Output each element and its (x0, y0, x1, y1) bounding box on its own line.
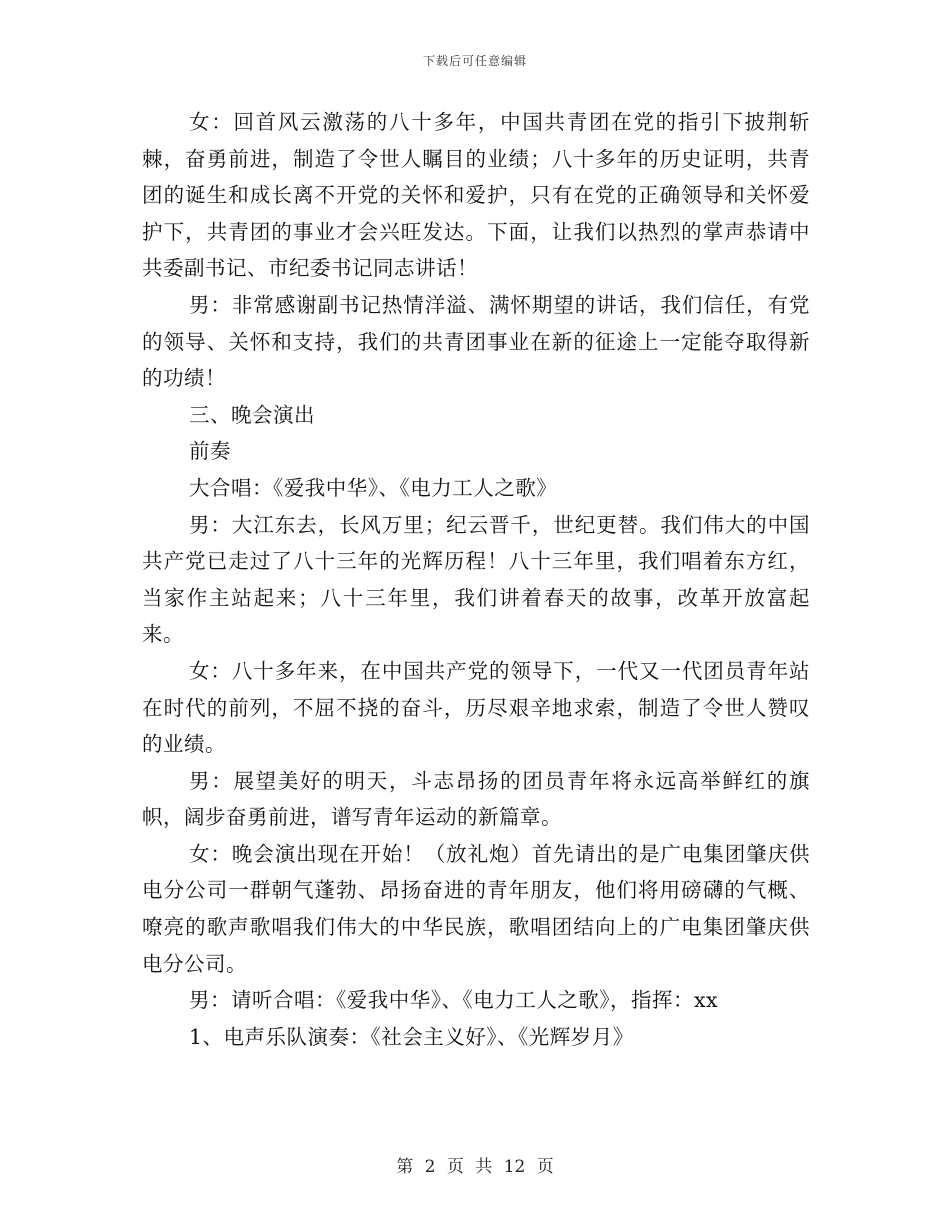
paragraph-10: 男：请听合唱：《爱我中华》、《电力工人之歌》，指挥：xx (189, 988, 719, 1013)
paragraph-6: 男：大江东去，长风万里；纪云晋千，世纪更替。我们伟大的中国共产党已走过了八十三年的光辉历程！八十三年里，我们唱着东方红，当家作主站起来；八十三年里，我们讲着春天的故事，改革开放富起来。 (142, 512, 810, 647)
document-body (142, 104, 810, 1055)
paragraph-1: 女：回首风云激荡的八十多年，中国共青团在党的指引下披荆斩棘，奋勇前进，制造了令世人瞩目的业绩；八十多年的历史证明，共青团的诞生和成长离不开党的关怀和爱护，只有在党的正确领导和关怀爱护下，共青团的事业才会兴旺发达。下面，让我们以热烈的掌声恭请中共委副书记、市纪委书记同志讲话！ (142, 110, 810, 281)
paragraph-8: 男：展望美好的明天，斗志昂扬的团员青年将永远高举鲜红的旗帜，阔步奋勇前进，谱写青年运动的新篇章。 (142, 768, 810, 830)
section-heading: 三、晚会演出 (189, 402, 315, 427)
prelude-label: 前奏 (189, 439, 231, 464)
program-item-1: 1、电声乐队演奏：《社会主义好》、《光辉岁月》 (189, 1024, 634, 1049)
paragraph-7: 女：八十多年来，在中国共产党的领导下，一代又一代团员青年站在时代的前列，不屈不挠的奋斗，历尽艰辛地求索，制造了令世人赞叹的业绩。 (142, 658, 810, 757)
paragraph-2: 男：非常感谢副书记热情洋溢、满怀期望的讲话，我们信任，有党的领导、关怀和支持，我们的共青团事业在新的征途上一定能夺取得新的功绩！ (142, 292, 810, 391)
page-number: 第 2 页 共 12 页 (396, 1157, 554, 1177)
page-header: 下载后可任意编辑 (422, 54, 527, 68)
chorus-program-item: 大合唱：《爱我中华》、《电力工人之歌》 (189, 475, 558, 500)
paragraph-9: 女：晚会演出现在开始！（放礼炮）首先请出的是广电集团肇庆供电分公司一群朝气蓬勃、昂扬奋进的青年朋友，他们将用磅礴的气概、嘹亮的歌声歌唱我们伟大的中华民族，歌唱团结向上的广电集团肇庆供电分公司。 (142, 841, 810, 976)
